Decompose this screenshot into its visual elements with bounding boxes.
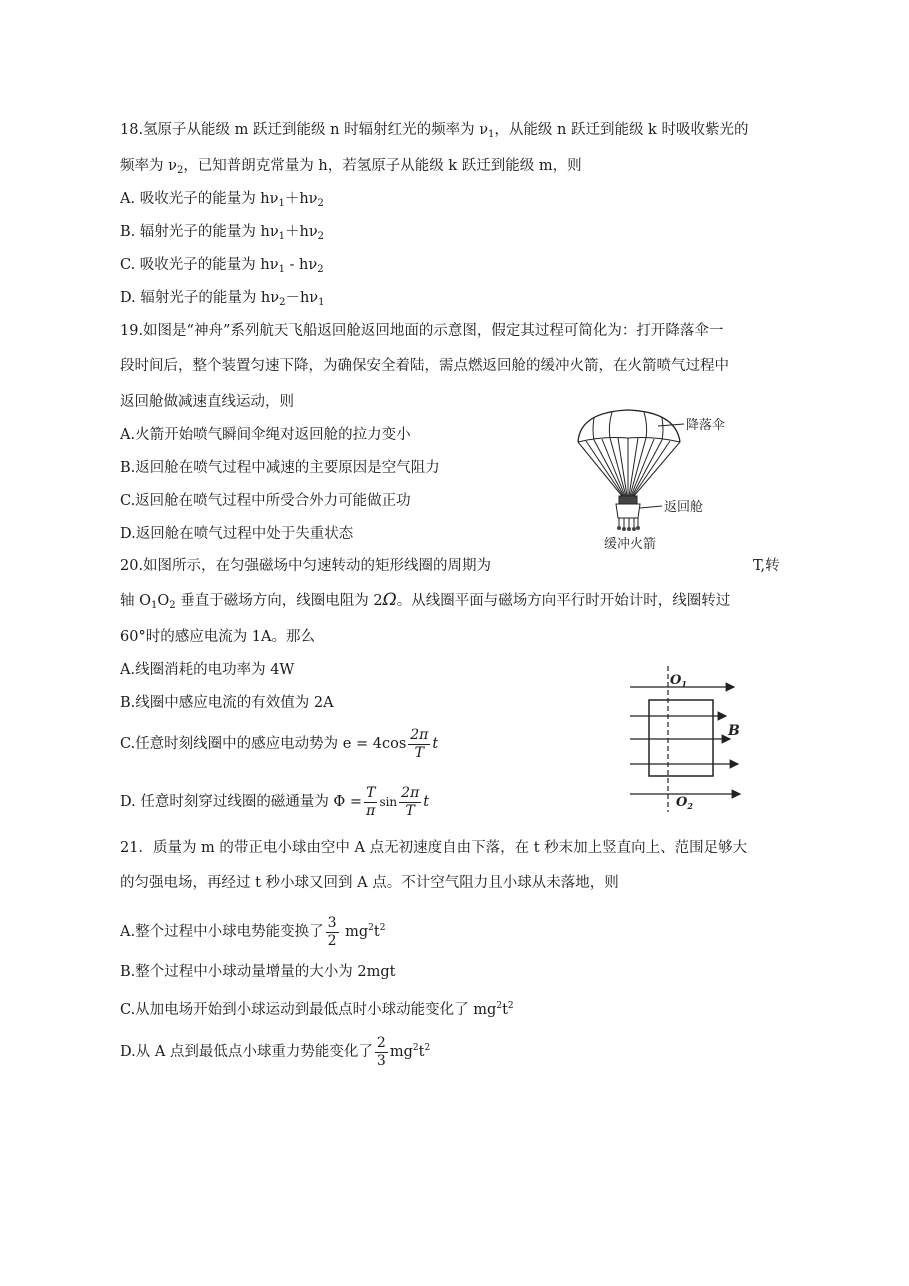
q19-option-b: B.返回舱在喷气过程中减速的主要原因是空气阻力 — [120, 460, 440, 476]
q21-option-c: C.从加电场开始到小球运动到最低点时小球动能变化了 $mg^2t^2$ — [120, 1001, 514, 1018]
q18-stem-line1: 18.氢原子从能级 m 跃迁到能级 n 时辐射红光的频率为 $\nu_1$，从能级 n 跃迁到能级 k 时吸收紫光的 — [120, 122, 749, 140]
q20-stem-line3: 60°时的感应电流为 1A。那么 — [120, 629, 316, 645]
q18-option-c: C. 吸收光子的能量为 $h\nu_1 - h\nu_2$ — [120, 257, 324, 275]
q21-stem-line2: 的匀强电场，再经过 t 秒小球又回到 A 点。不计空气阻力且小球从未落地，则 — [120, 875, 619, 891]
q20-option-c: C.任意时刻线圈中的感应电动势为 e = 4cos $\frac{2\pi}{T}$ t — [120, 726, 439, 761]
q19-option-c: C.返回舱在喷气过程中所受合外力可能做正功 — [120, 493, 411, 509]
parachute-label: 降落伞 — [686, 418, 726, 433]
q20-option-a: A.线圈消耗的电功率为 4W — [120, 662, 295, 678]
o1-label: $O_1$ — [670, 673, 687, 689]
q18-option-d: D. 辐射光子的能量为 $h\nu_2-h\nu_1$ — [120, 290, 325, 308]
rocket-label: 缓冲火箭 — [604, 537, 657, 552]
q21-option-b: B.整个过程中小球动量增量的大小为 2mgt — [120, 964, 396, 980]
q21-option-a: A.整个过程中小球电势能变换了 $\frac{3}{2}$ $mg^2t^2$ — [120, 914, 386, 949]
q19-option-d: D.返回舱在喷气过程中处于失重状态 — [120, 526, 354, 542]
b-field-label: B — [728, 723, 740, 739]
parachute-figure — [572, 408, 742, 554]
q20-stem-line2: 轴 $O_1O_2$ 垂直于磁场方向，线圈电阻为 2Ω。从线圈平面与磁场方向平行时开始计时，线圈转过 — [120, 590, 731, 611]
q18-stem-line2: 频率为 $\nu_2$，已知普朗克常量为 h，若氢原子从能级 k 跃迁到能级 m，则 — [120, 158, 582, 176]
q20-option-b: B.线圈中感应电流的有效值为 2A — [120, 695, 334, 711]
coil-field-figure — [622, 664, 748, 814]
q18-option-a: A. 吸收光子的能量为 $h\nu_1+h\nu_2$ — [120, 191, 324, 209]
q20-stem-line1-end: T,转 — [753, 558, 780, 574]
q19-stem-line2: 段时间后，整个装置匀速下降，为确保安全着陆，需点燃返回舱的缓冲火箭，在火箭喷气过程中 — [120, 358, 729, 374]
q18-option-b: B. 辐射光子的能量为 $h\nu_1+h\nu_2$ — [120, 224, 325, 242]
q21-option-d: D.从 A 点到最低点小球重力势能变化了 $\frac{2}{3}$ $mg^2t^2$ — [120, 1034, 431, 1069]
q20-stem-line1: 20.如图所示，在匀强磁场中匀速转动的矩形线圈的周期为 — [120, 558, 492, 574]
q19-stem-line1: 19.如图是“神舟”系列航天飞船返回舱返回地面的示意图，假定其过程可简化为：打开降落伞一 — [120, 323, 724, 339]
q19-option-a: A.火箭开始喷气瞬间伞绳对返回舱的拉力变小 — [120, 427, 411, 443]
q19-stem-line3: 返回舱做减速直线运动，则 — [120, 394, 294, 410]
capsule-label: 返回舱 — [664, 500, 704, 515]
o2-label: $O_2$ — [676, 795, 693, 811]
q21-stem-line1: 21．质量为 m 的带正电小球由空中 A 点无初速度自由下落，在 t 秒末加上竖直向上、范围足够大 — [120, 840, 748, 856]
q20-option-d: D. 任意时刻穿过线圈的磁通量为 Φ = $\frac{T}{\pi}$ sin $\frac{2\pi}{T}$ t — [120, 784, 430, 819]
